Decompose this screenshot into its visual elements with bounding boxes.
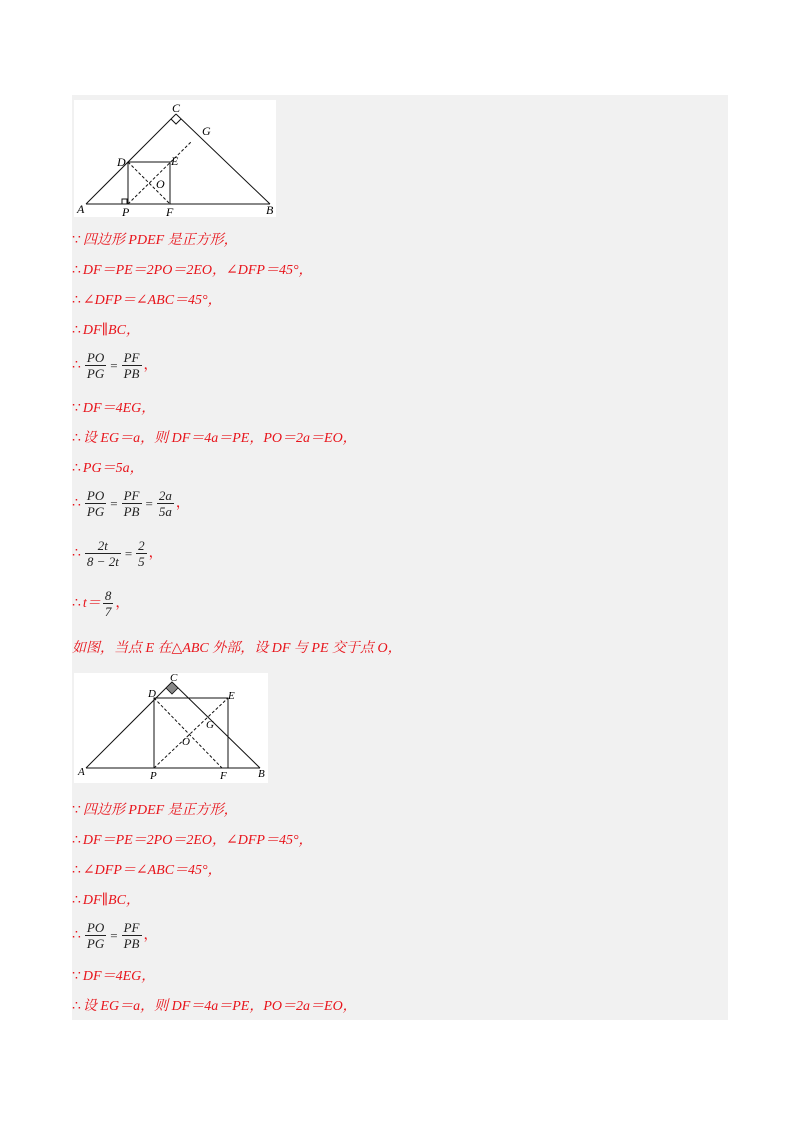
step-line: ∴ ∠DFP＝∠ABC＝45°， bbox=[72, 863, 222, 878]
figure-2-diagram bbox=[74, 673, 268, 783]
label-p: P bbox=[150, 770, 157, 782]
label-p: P bbox=[122, 205, 130, 217]
fraction-equation-3: ∴ $\frac{2t}{8 - 2t}$ = $\frac{2}{5}$ ， bbox=[72, 538, 163, 569]
label-g: G bbox=[206, 719, 214, 731]
step-line: ∴ DF＝PE＝2PO＝2EO，∠DFP＝45°， bbox=[72, 833, 313, 848]
label-o: O bbox=[156, 177, 165, 191]
label-e: E bbox=[228, 690, 235, 702]
figure-2 bbox=[74, 673, 268, 783]
step-line: ∵ 四边形 PDEF 是正方形， bbox=[72, 233, 238, 248]
fraction-equation-1: ∴ $\frac{PO}{PG}$ = $\frac{PF}{PB}$ ， bbox=[72, 350, 158, 381]
step-line: ∴ DF∥BC， bbox=[72, 893, 140, 908]
step-line: ∴ 设 EG＝a，则 DF＝4a＝PE，PO＝2a＝EO， bbox=[72, 999, 357, 1014]
fraction-equation-2: ∴ $\frac{PO}{PG}$ = $\frac{PF}{PB}$ = $\frac{2a}{5a}$ ， bbox=[72, 488, 190, 519]
step-line: ∴ PG＝5a， bbox=[72, 461, 144, 476]
label-c: C bbox=[172, 101, 181, 115]
label-a: A bbox=[78, 766, 85, 778]
step-line: ∵ DF＝4EG， bbox=[72, 401, 156, 416]
label-f: F bbox=[220, 770, 227, 782]
fraction-equation-5: ∴ $\frac{PO}{PG}$ = $\frac{PF}{PB}$ ， bbox=[72, 920, 158, 951]
label-b: B bbox=[266, 203, 274, 217]
label-d: D bbox=[117, 155, 126, 169]
label-c: C bbox=[170, 673, 178, 684]
figure-1-diagram bbox=[74, 100, 276, 217]
step-line: ∴ DF∥BC， bbox=[72, 323, 140, 338]
step-line: ∵ 四边形 PDEF 是正方形， bbox=[72, 803, 238, 818]
step-line: ∴ 设 EG＝a，则 DF＝4a＝PE，PO＝2a＝EO， bbox=[72, 431, 357, 446]
label-d: D bbox=[148, 688, 156, 700]
label-o: O bbox=[182, 736, 190, 748]
step-line: ∴ ∠DFP＝∠ABC＝45°， bbox=[72, 293, 222, 308]
label-a: A bbox=[77, 202, 85, 216]
content-panel bbox=[72, 95, 728, 1020]
label-b: B bbox=[258, 768, 265, 780]
label-f: F bbox=[166, 205, 174, 217]
label-g: G bbox=[202, 124, 211, 138]
step-line: ∵ DF＝4EG， bbox=[72, 969, 156, 984]
step-line: ∴ DF＝PE＝2PO＝2EO，∠DFP＝45°， bbox=[72, 263, 313, 278]
label-e: E bbox=[171, 154, 179, 168]
figure-1 bbox=[74, 100, 276, 217]
intro-line: 如图，当点 E 在△ABC 外部，设 DF 与 PE 交于点 O， bbox=[72, 641, 402, 656]
fraction-equation-4: ∴ t＝ $\frac{8}{7}$ ， bbox=[72, 588, 130, 619]
